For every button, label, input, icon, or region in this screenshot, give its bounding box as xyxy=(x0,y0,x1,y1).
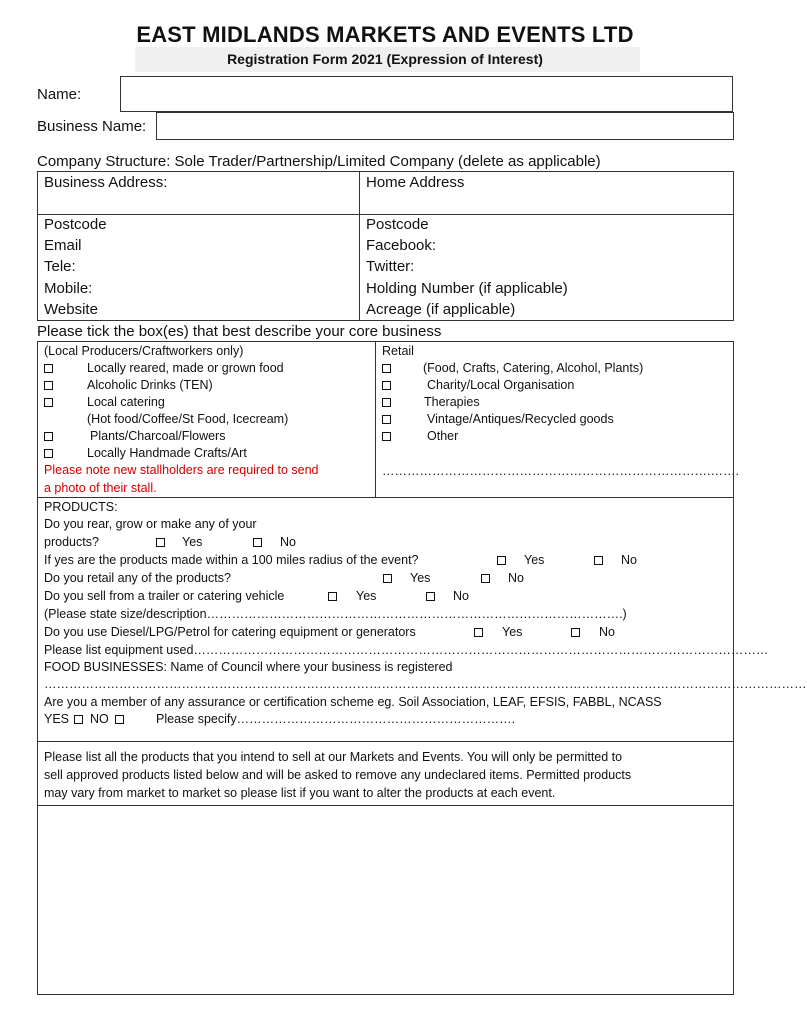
twitter-label[interactable]: Twitter: xyxy=(366,258,415,275)
assurance-yes-checkbox[interactable] xyxy=(74,715,83,724)
facebook-label[interactable]: Facebook: xyxy=(366,237,437,254)
checkbox-charity[interactable] xyxy=(382,381,391,390)
checkbox-local-catering[interactable] xyxy=(44,398,53,407)
q5-no-checkbox[interactable] xyxy=(571,628,580,637)
q1-no-label: No xyxy=(280,535,296,549)
option-plants: Plants/Charcoal/Flowers xyxy=(90,429,226,443)
catering-detail: (Hot food/Coffee/St Food, Icecream) xyxy=(87,412,289,426)
checkbox-locally-reared[interactable] xyxy=(44,364,53,373)
q5-text: Do you use Diesel/LPG/Petrol for catering equipment or generators xyxy=(44,625,416,639)
q2-text: If yes are the products made within a 100 miles radius of the event? xyxy=(44,553,419,567)
address-row-divider xyxy=(37,214,734,215)
assurance-question: Are you a member of any assurance or certification scheme eg. Soil Association, LEAF, EFSIS, FABBL, NCASS xyxy=(44,695,662,709)
acreage-label[interactable]: Acreage (if applicable) xyxy=(366,301,516,318)
option-other: Other xyxy=(427,429,459,443)
name-field[interactable] xyxy=(120,76,733,112)
products-list-area[interactable] xyxy=(38,806,733,994)
q1-yes-label: Yes xyxy=(182,535,203,549)
products-bottom xyxy=(37,741,734,742)
form-subtitle: Registration Form 2021 (Expression of Interest) xyxy=(227,51,543,67)
q3-no-checkbox[interactable] xyxy=(481,574,490,583)
photo-note-line2: a photo of their stall. xyxy=(44,481,157,495)
retail-heading: Retail xyxy=(382,344,414,358)
holding-number-label[interactable]: Holding Number (if applicable) xyxy=(366,280,568,297)
q2-yes-label: Yes xyxy=(524,553,545,567)
core-business-prompt: Please tick the box(es) that best describe your core business xyxy=(37,323,442,340)
mobile-label[interactable]: Mobile: xyxy=(44,280,93,297)
checkbox-other[interactable] xyxy=(382,432,391,441)
address-table-divider xyxy=(359,171,360,321)
q4-no-label: No xyxy=(453,589,469,603)
home-postcode-label[interactable]: Postcode xyxy=(366,216,429,233)
checkbox-therapies[interactable] xyxy=(382,398,391,407)
business-postcode-label[interactable]: Postcode xyxy=(44,216,107,233)
option-handmade-crafts: Locally Handmade Crafts/Art xyxy=(87,446,247,460)
option-charity: Charity/Local Organisation xyxy=(427,378,575,392)
q3-yes-checkbox[interactable] xyxy=(383,574,392,583)
option-alcoholic-drinks: Alcoholic Drinks (TEN) xyxy=(87,378,213,392)
checkbox-retail-goods[interactable] xyxy=(382,364,391,373)
checkbox-alcoholic-drinks[interactable] xyxy=(44,381,53,390)
business-name-field[interactable] xyxy=(156,112,734,140)
q1-line1: Do you rear, grow or make any of your xyxy=(44,517,257,531)
assurance-yes-label: YES xyxy=(44,712,70,726)
q4-yes-label: Yes xyxy=(356,589,377,603)
option-locally-reared: Locally reared, made or grown food xyxy=(87,361,284,375)
food-business-text: FOOD BUSINESSES: Name of Council where your business is registered xyxy=(44,660,453,674)
instructions-line1: Please list all the products that you intend to sell at our Markets and Events. You will only be permitted to xyxy=(44,750,623,764)
home-address-label[interactable]: Home Address xyxy=(366,174,465,191)
q3-text: Do you retail any of the products? xyxy=(44,571,231,585)
q2-no-checkbox[interactable] xyxy=(594,556,603,565)
q4-text: Do you sell from a trailer or catering vehicle xyxy=(44,589,285,603)
form-title: EAST MIDLANDS MARKETS AND EVENTS LTD xyxy=(136,22,634,47)
q4-no-checkbox[interactable] xyxy=(426,592,435,601)
products-heading: PRODUCTS: xyxy=(44,500,118,514)
q2-no-label: No xyxy=(621,553,637,567)
email-label[interactable]: Email xyxy=(44,237,82,254)
q3-no-label: No xyxy=(508,571,524,585)
q5-yes-checkbox[interactable] xyxy=(474,628,483,637)
core-business-bottom xyxy=(37,497,734,498)
q2-yes-checkbox[interactable] xyxy=(497,556,506,565)
checkbox-vintage[interactable] xyxy=(382,415,391,424)
checkbox-plants[interactable] xyxy=(44,432,53,441)
q1-no-checkbox[interactable] xyxy=(253,538,262,547)
option-therapies: Therapies xyxy=(424,395,480,409)
website-label[interactable]: Website xyxy=(44,301,98,318)
business-address-label[interactable]: Business Address: xyxy=(44,174,168,191)
instructions-line2: sell approved products listed below and will be asked to remove any undeclared items. Permitted products xyxy=(44,768,632,782)
q3-yes-label: Yes xyxy=(410,571,431,585)
option-retail-goods: (Food, Crafts, Catering, Alcohol, Plants) xyxy=(423,361,644,375)
equipment-line[interactable]: Please list equipment used………………………………………………………………………………………………………………………… xyxy=(44,643,769,657)
council-dots-line[interactable]: ………………………………………………………………………………………………………………………………………………………………… xyxy=(44,677,807,691)
option-vintage: Vintage/Antiques/Recycled goods xyxy=(427,412,614,426)
q5-yes-label: Yes xyxy=(502,625,523,639)
assurance-no-label: NO xyxy=(90,712,109,726)
tele-label[interactable]: Tele: xyxy=(44,258,76,275)
name-label: Name: xyxy=(37,86,82,103)
other-specify-line[interactable]: …………………………………………………………………….……. xyxy=(382,464,739,478)
please-specify-line[interactable]: Please specify…………………………………………………………. xyxy=(156,712,516,726)
business-name-label: Business Name: xyxy=(37,118,147,135)
q1-line2: products? xyxy=(44,535,99,549)
q5-no-label: No xyxy=(599,625,615,639)
local-producers-heading: (Local Producers/Craftworkers only) xyxy=(44,344,244,358)
q4-detail[interactable]: (Please state size/description……………………………………………………………………………………….) xyxy=(44,607,627,621)
core-business-divider xyxy=(375,341,376,497)
instructions-line3: may vary from market to market so please list if you want to alter the products at each event. xyxy=(44,786,556,800)
checkbox-handmade-crafts[interactable] xyxy=(44,449,53,458)
q4-yes-checkbox[interactable] xyxy=(328,592,337,601)
option-local-catering: Local catering xyxy=(87,395,165,409)
photo-note-line1: Please note new stallholders are required to send xyxy=(44,463,319,477)
company-structure: Company Structure: Sole Trader/Partnership/Limited Company (delete as applicable) xyxy=(37,153,601,170)
q1-yes-checkbox[interactable] xyxy=(156,538,165,547)
assurance-no-checkbox[interactable] xyxy=(115,715,124,724)
